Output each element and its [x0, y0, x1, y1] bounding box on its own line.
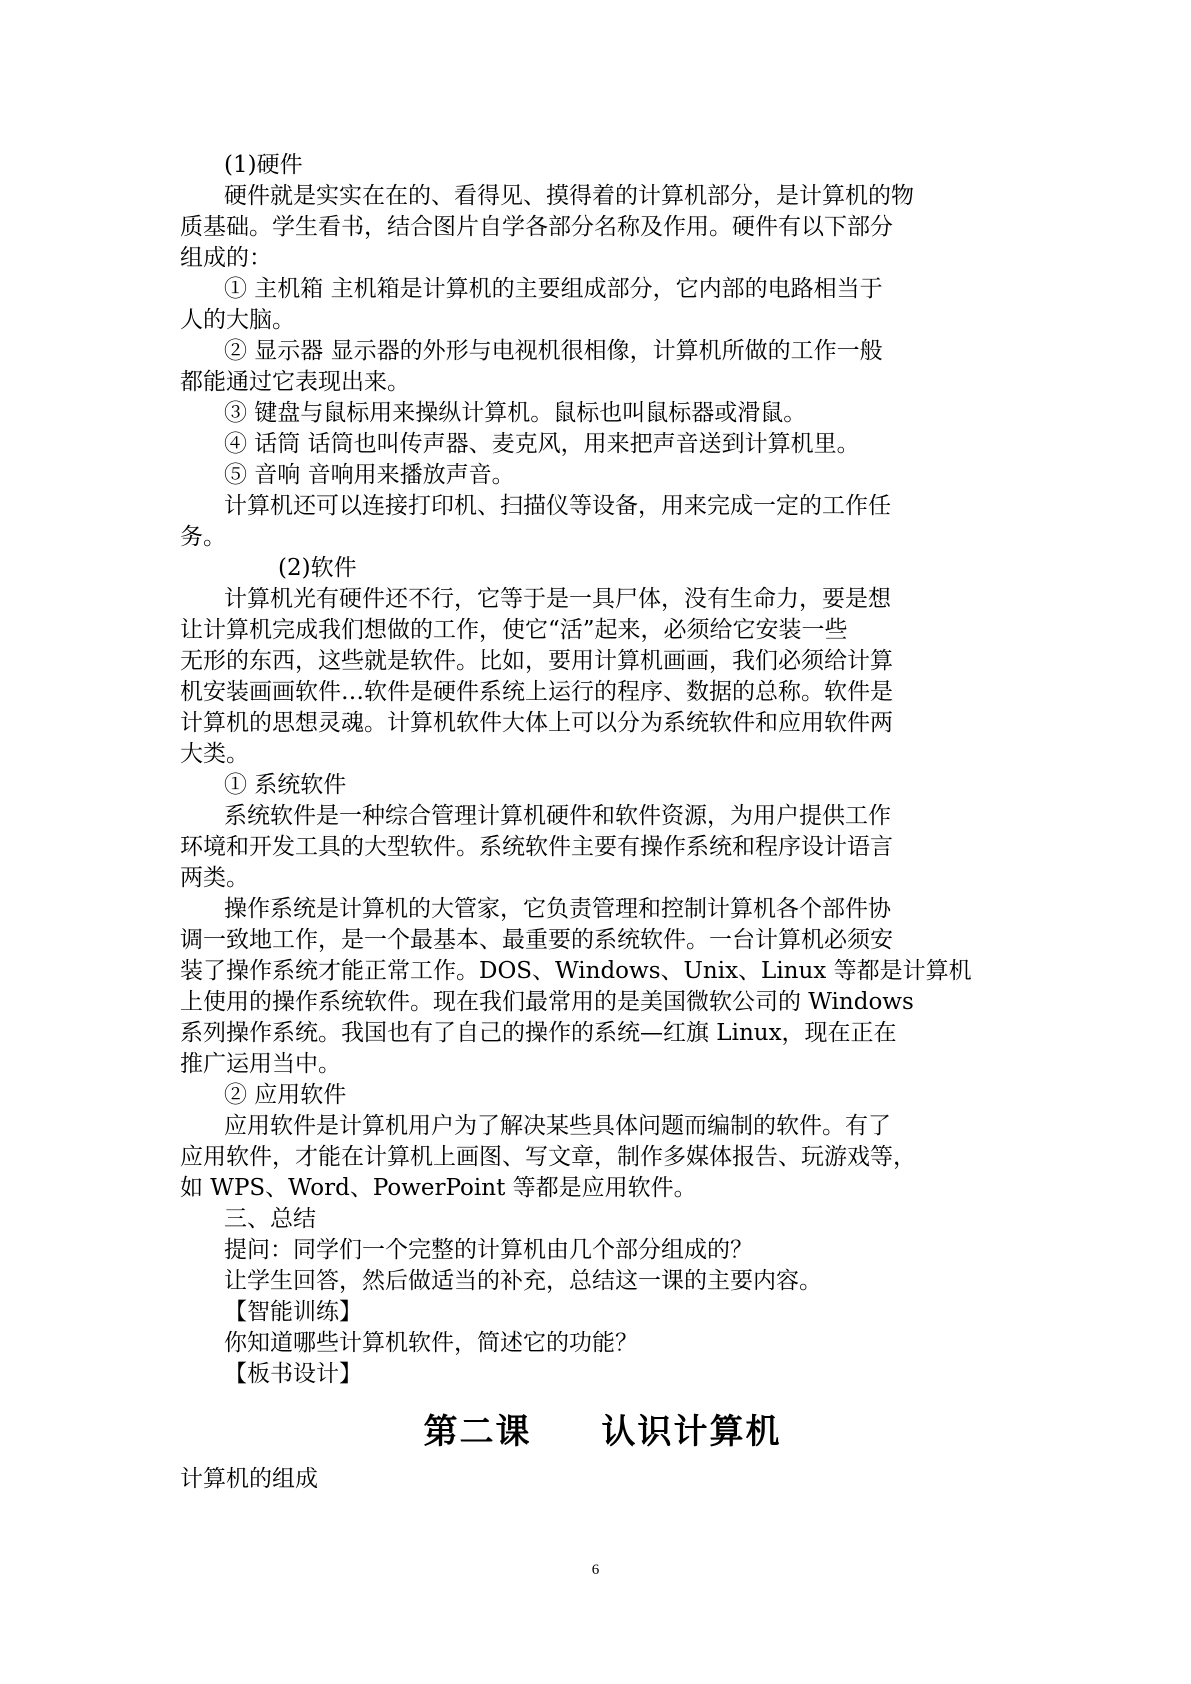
- text-line: 操作系统是计算机的大管家，它负责管理和控制计算机各个部件协: [224, 896, 891, 922]
- text-line: ① 系统软件: [224, 772, 347, 798]
- text-line: 装了操作系统才能正常工作。DOS、Windows、Unix、Linux 等都是计算机: [180, 958, 972, 984]
- lesson-title: [180, 1412, 1025, 1452]
- text-line: 提问：同学们一个完整的计算机由几个部分组成的？: [224, 1237, 753, 1263]
- text-line: 都能通过它表现出来。: [180, 369, 410, 395]
- document-body: [180, 150, 1025, 1495]
- text-line: 上使用的操作系统软件。现在我们最常用的是美国微软公司的 Windows: [180, 989, 914, 1015]
- text-line: (1)硬件: [224, 152, 303, 178]
- text-line: ① 主机箱 主机箱是计算机的主要组成部分，它内部的电路相当于: [224, 276, 883, 302]
- text-line: 计算机光有硬件还不行，它等于是一具尸体，没有生命力，要是想: [224, 586, 891, 612]
- text-line: (2)软件: [278, 555, 357, 581]
- text-line: 组成的：: [180, 245, 272, 271]
- text-line: ③ 键盘与鼠标用来操纵计算机。鼠标也叫鼠标器或滑鼠。: [224, 400, 807, 426]
- text-line: ② 显示器 显示器的外形与电视机很相像，计算机所做的工作一般: [224, 338, 883, 364]
- section-subtitle: 计算机的组成: [180, 1466, 318, 1492]
- text-line: 质基础。学生看书，结合图片自学各部分名称及作用。硬件有以下部分: [180, 214, 893, 240]
- text-line: 应用软件是计算机用户为了解决某些具体问题而编制的软件。有了: [224, 1113, 891, 1139]
- text-line: 推广运用当中。: [180, 1051, 341, 1077]
- text-line: 三、总结: [224, 1206, 316, 1232]
- lesson-title-number: 第二课: [423, 1412, 532, 1452]
- text-line: 如 WPS、Word、PowerPoint 等都是应用软件。: [180, 1175, 697, 1201]
- text-line: 让学生回答，然后做适当的补充，总结这一课的主要内容。: [224, 1268, 822, 1294]
- text-line: 无形的东西，这些就是软件。比如，要用计算机画画，我们必须给计算: [180, 648, 893, 674]
- text-line: 环境和开发工具的大型软件。系统软件主要有操作系统和程序设计语言: [180, 834, 893, 860]
- text-line: 两类。: [180, 865, 249, 891]
- text-line: 【智能训练】: [224, 1299, 362, 1325]
- text-line: 计算机还可以连接打印机、扫描仪等设备，用来完成一定的工作任: [224, 493, 891, 519]
- text-line: 调一致地工作，是一个最基本、最重要的系统软件。一台计算机必须安: [180, 927, 893, 953]
- text-line: 大类。: [180, 741, 249, 767]
- text-line: ⑤ 音响 音响用来播放声音。: [224, 462, 515, 488]
- text-line: 让计算机完成我们想做的工作，使它“活”起来，必须给它安装一些: [180, 617, 848, 643]
- text-line: 系列操作系统。我国也有了自己的操作的系统—红旗 Linux，现在正在: [180, 1020, 897, 1046]
- text-line: ④ 话筒 话筒也叫传声器、麦克风，用来把声音送到计算机里。: [224, 431, 860, 457]
- text-line: 计算机的思想灵魂。计算机软件大体上可以分为系统软件和应用软件两: [180, 710, 893, 736]
- text-line: 应用软件，才能在计算机上画图、写文章，制作多媒体报告、玩游戏等，: [180, 1144, 916, 1170]
- text-line: 你知道哪些计算机软件，简述它的功能？: [224, 1330, 638, 1356]
- text-line: 务。: [180, 524, 226, 550]
- page-number: 6: [591, 1562, 600, 1578]
- paragraph-block: [180, 150, 1025, 1390]
- text-line: 【板书设计】: [224, 1361, 362, 1387]
- text-line: 硬件就是实实在在的、看得见、摸得着的计算机部分，是计算机的物: [224, 183, 914, 209]
- text-line: 系统软件是一种综合管理计算机硬件和软件资源，为用户提供工作: [224, 803, 891, 829]
- text-line: 机安装画画软件…软件是硬件系统上运行的程序、数据的总称。软件是: [180, 679, 893, 705]
- text-line: ② 应用软件: [224, 1082, 347, 1108]
- lesson-title-topic: 认识计算机: [601, 1412, 782, 1452]
- text-line: 人的大脑。: [180, 307, 295, 333]
